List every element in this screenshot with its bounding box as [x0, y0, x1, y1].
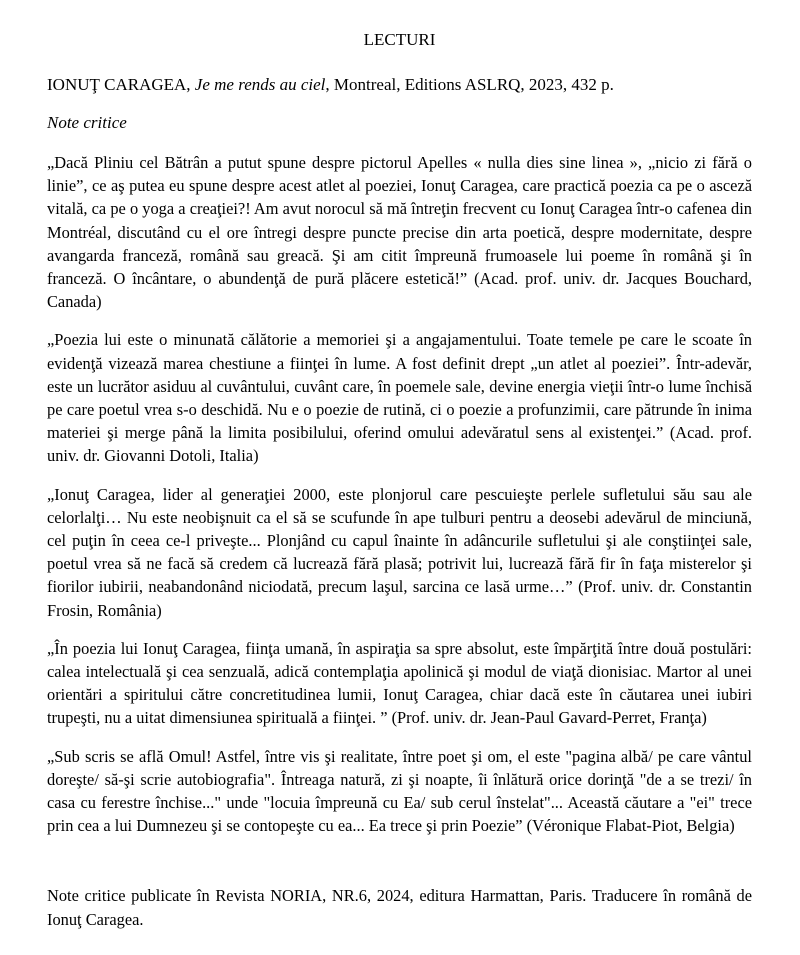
- critic-quote-4: „În poezia lui Ionuţ Caragea, fiinţa umană, în aspiraţia sa spre absolut, este împărţită între două postulări: calea intelectuală şi cea senzuală, adică contemplaţia apolinică şi modul de viaţă dionisiac. Martor al unei orientări a spiritului către concretitudinea lumii, Ionuţ Caragea, chiar dacă este în căutarea unei iubiri trupeşti, nu a uitat dimensiunea spirituală a fiinţei. ” (Prof. univ. dr. Jean-Paul Gavard-Perret, Franţa): [47, 638, 752, 728]
- critic-quote-1: „Dacă Pliniu cel Bătrân a putut spune despre pictorul Apelles « nulla dies sine linea », „nicio zi fără o linie”, ce aş putea eu spune despre acest atlet al poeziei, Ionuţ Caragea, care practică poezia ca pe o asceză vitală, ca pe o yoga a creaţiei?! Am avut norocul să mă întreţin frecvent cu Ionuţ Caragea într-o cafenea din Montréal, discutând cu el ore întregi despre puncte precise din arta poetică, despre modernitate, despre avangarda franceză, română sau greacă. Şi am citit împreună frumoasele lui poeme în română şi în franceză. O încântare, o abundenţă de pură plăcere estetică!” (Acad. prof. univ. dr. Jacques Bouchard, Canada): [47, 153, 752, 312]
- critic-quote-5: „Sub scris se află Omul! Astfel, între vis şi realitate, între poet şi om, el este "pagina albă/ pe care vântul doreşte/ să-şi scrie autobiografia". Întreaga natură, zi şi noapte, îi înlătură orice dorinţă "de a se trezi/ în casa cu ferestre închise..." unde "locuia împreună cu Ea/ sub cerul înstelat"... Această căutare a "ei" trece prin cea a lui Dumnezeu şi se contopeşte cu ea... Ea trece şi prin Poezie” (Véronique Flabat-Piot, Belgia): [47, 746, 752, 836]
- critic-quote-2: „Poezia lui este o minunată călătorie a memoriei şi a angajamentului. Toate temele pe care le scoate în evidenţă vizează marea chestiune a fiinţei în lume. A fost definit drept „un atlet al poeziei”. Într-adevăr, este un lucrător asiduu al cuvântului, cuvânt care, în poemele sale, devine energia vieţii într-o lume închisă pe care poetul vrea s-o deschidă. Nu e o poezie de rutină, ci o poezie a profunzimii, care pătrunde în inima materiei şi merge până la limita posibilului, oferind omului adevăratul sens al existenţei.” (Acad. prof. univ. dr. Giovanni Dotoli, Italia): [47, 330, 752, 466]
- document-page: [47, 28, 752, 931]
- page-title: LECTURI: [363, 30, 436, 49]
- publication-note: Note critice publicate în Revista NORIA, NR.6, 2024, editura Harmattan, Paris. Traducere în română de Ionuţ Caragea.: [47, 886, 752, 929]
- book-title: Je me rends au ciel: [194, 75, 326, 94]
- critic-quote-3: „Ionuţ Caragea, lider al generaţiei 2000, este plonjorul care pescuieşte perlele sufletului său sau ale celorlalţi… Nu este neobişnuit ca el să se scufunde în ape tulburi pentru a deosebi adevărul de minciună, cel puţin în ceea ce-l priveşte... Plonjând cu capul înainte în adâncurile sufletului şi ale conştiinţei sale, poetul vrea să ne facă să credem că lucrează fără plasă; potrivit lui, lucrează fără fir în faţa misterelor şi fiorilor iubirii, neabandonând niciodată, precum laşul, sarcina ce lasă urme…” (Prof. univ. dr. Constantin Frosin, România): [47, 484, 752, 620]
- section-subtitle: Note critice: [47, 113, 127, 132]
- book-reference: [47, 73, 752, 97]
- book-author: IONUŢ CARAGEA,: [47, 75, 191, 94]
- book-details: , Montreal, Editions ASLRQ, 2023, 432 p.: [325, 75, 614, 94]
